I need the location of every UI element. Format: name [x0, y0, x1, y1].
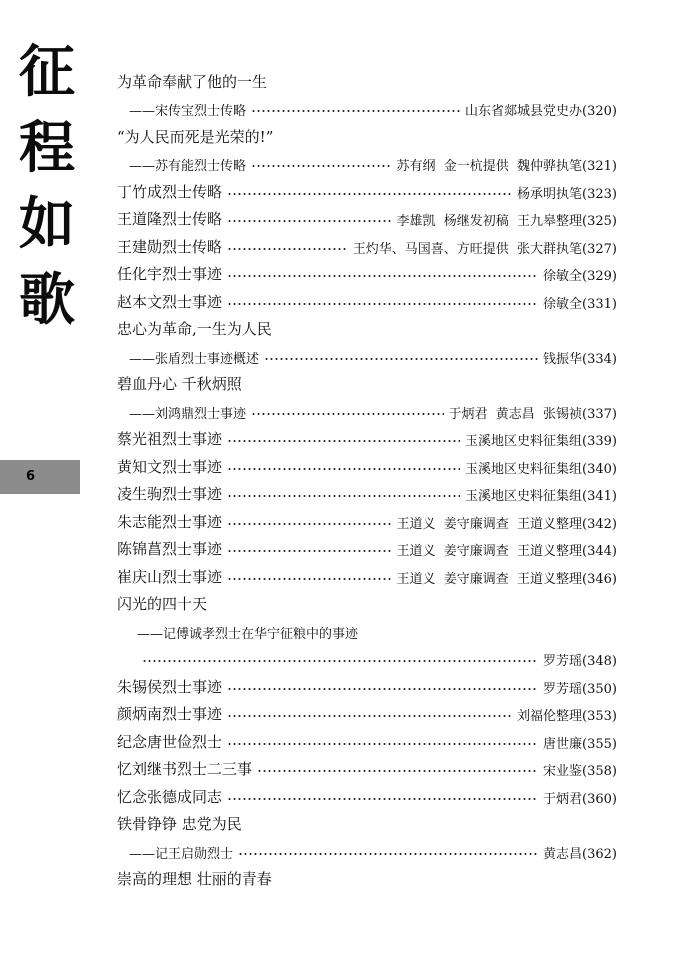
table-of-contents [117, 64, 617, 889]
toc-entry [117, 669, 617, 697]
entry-page-number: (360) [582, 791, 617, 807]
entry-credit: 罗芳瑶 [543, 654, 583, 669]
entry-title: 赵本文烈士事迹 [117, 292, 223, 311]
entry-title: 崔庆山烈士事迹 [117, 567, 223, 586]
dot-leader [227, 795, 538, 803]
entry-credit: 王灼华、马国喜、方旺提供 张大群执笔 [352, 241, 583, 257]
dot-leader [238, 850, 538, 858]
entry-page-number: (341) [582, 489, 617, 504]
entry-page-number: (342) [582, 516, 617, 532]
entry-page-number: (323) [582, 186, 617, 202]
entry-title: 王道隆烈士传略 [117, 210, 223, 228]
dot-leader [227, 492, 460, 500]
entry-credit: 玉溪地区史料征集组 [465, 489, 583, 504]
section-title-text: 为革命奉献了他的一生 [117, 72, 268, 91]
toc-entry [117, 339, 617, 367]
entry-credit: 王道义 姜守廉调查 王道义整理 [396, 544, 583, 559]
entry-page-number: (344) [582, 544, 617, 559]
entry-page-number: (362) [582, 846, 617, 862]
entry-credit: 于炳君 [543, 791, 583, 807]
entry-title: ——记傅诚孝烈士在华宁征粮中的事迹 [137, 626, 359, 642]
section-title-text: 忠心为革命,一生为人民 [117, 320, 272, 338]
entry-page-number: (320) [582, 104, 617, 119]
entry-page-number: (321) [582, 159, 617, 174]
dot-leader [227, 712, 512, 720]
section-title-text: 铁骨铮铮 忠党为民 [117, 815, 242, 833]
dot-leader [251, 162, 391, 170]
entry-credit: 苏有纲 金一杭提供 魏仲骅执笔 [396, 159, 583, 174]
toc-entry [117, 229, 617, 257]
entry-page-number: (334) [582, 351, 617, 367]
calligraphy-char: 征 [19, 39, 75, 105]
entry-title: ——苏有能烈士传略 [129, 159, 247, 174]
toc-entry [117, 532, 617, 560]
entry-page-number: (340) [582, 461, 617, 477]
entry-page-number: (329) [582, 269, 617, 284]
entry-credit: 于炳君 黄志昌 张锡祯 [448, 406, 583, 422]
entry-page-number: (339) [582, 434, 617, 449]
entry-credit: 王道义 姜守廉调查 王道义整理 [396, 516, 583, 532]
entry-credit: 玉溪地区史料征集组 [465, 434, 583, 449]
entry-credit: 玉溪地区史料征集组 [465, 461, 583, 477]
entry-title: ——宋传宝烈士传略 [129, 104, 247, 119]
entry-page-number: (346) [582, 571, 617, 587]
entry-page-number: (327) [582, 241, 617, 257]
dot-leader [227, 245, 348, 253]
toc-entry [117, 614, 617, 642]
entry-title: 朱锡侯烈士事迹 [117, 677, 223, 696]
dot-leader [227, 547, 391, 555]
entry-title: ——刘鸿鼎烈士事迹 [129, 406, 247, 422]
entry-title: 凌生驹烈士事迹 [117, 485, 223, 503]
entry-credit: 徐敏全 [543, 296, 583, 312]
toc-entry [117, 752, 617, 780]
calligraphy-char: 程 [19, 115, 75, 181]
toc-entry [117, 504, 617, 532]
toc-section-title [117, 64, 617, 92]
section-title-text: 碧血丹心 千秋炳照 [117, 375, 242, 393]
toc-section-title [117, 587, 617, 615]
entry-title: ——记王启勋烈士 [129, 846, 234, 862]
dot-leader [142, 657, 538, 665]
entry-credit: 宋业鉴 [543, 764, 583, 779]
toc-entry [117, 477, 617, 505]
entry-title: 朱志能烈士事迹 [117, 512, 223, 531]
page-number-tab [0, 460, 80, 494]
entry-page-number: (337) [582, 406, 617, 422]
toc-entry [117, 449, 617, 477]
dot-leader [227, 300, 538, 308]
entry-title: 丁竹成烈士传略 [117, 182, 223, 201]
dot-leader [227, 437, 460, 445]
toc-entry [117, 257, 617, 285]
entry-page-number: (350) [582, 681, 617, 697]
toc-entry [117, 834, 617, 862]
toc-entry [117, 147, 617, 175]
entry-title: 忆念张德成同志 [117, 787, 223, 806]
toc-section-title [117, 119, 617, 147]
entry-page-number: (355) [582, 736, 617, 752]
entry-credit: 刘福伦整理 [517, 709, 583, 724]
dot-leader [227, 685, 538, 693]
entry-title: 黄知文烈士事迹 [117, 457, 223, 476]
toc-entry [117, 724, 617, 752]
toc-entry [117, 284, 617, 312]
entry-page-number: (325) [582, 214, 617, 229]
entry-page-number: (331) [582, 296, 617, 312]
entry-credit: 徐敏全 [543, 269, 583, 284]
toc-entry [117, 394, 617, 422]
dot-leader [251, 410, 443, 418]
dot-leader [257, 767, 538, 775]
toc-entry [117, 559, 617, 587]
entry-title: 王建勋烈士传略 [117, 237, 223, 256]
entry-title: 颜炳南烈士事迹 [117, 705, 223, 723]
entry-credit: 杨承明执笔 [517, 186, 583, 202]
toc-entry [117, 642, 617, 670]
dot-leader [227, 575, 391, 583]
dot-leader [227, 217, 391, 225]
entry-credit: 王道义 姜守廉调查 王道义整理 [396, 571, 583, 587]
entry-title: 忆刘继书烈士二三事 [117, 760, 253, 778]
toc-entry [117, 779, 617, 807]
dot-leader [227, 190, 512, 198]
entry-title: 蔡光祖烈士事迹 [117, 430, 223, 448]
entry-credit: 黄志昌 [543, 846, 583, 862]
toc-section-title [117, 862, 617, 890]
toc-entry [117, 422, 617, 450]
dot-leader [227, 740, 538, 748]
toc-section-title [117, 807, 617, 835]
dot-leader [264, 355, 538, 363]
entry-title: 陈锦菖烈士事迹 [117, 540, 223, 558]
entry-credit: 唐世廉 [543, 736, 583, 752]
toc-entry [117, 202, 617, 230]
calligraphy-char: 歌 [19, 267, 75, 333]
toc-entry [117, 174, 617, 202]
section-title-text: “为人民而死是光荣的!” [117, 127, 274, 146]
entry-page-number: (353) [582, 709, 617, 724]
calligraphy-title [10, 34, 84, 338]
calligraphy-char: 如 [19, 191, 75, 257]
entry-title: 纪念唐世俭烈士 [117, 732, 223, 751]
entry-page-number: (358) [582, 764, 617, 779]
dot-leader [227, 465, 460, 473]
section-title-text: 崇高的理想 壮丽的青春 [117, 870, 272, 888]
dot-leader [251, 107, 460, 115]
page-number: 6 [26, 469, 36, 484]
entry-credit: 李雄凯 杨继发初稿 王九皋整理 [396, 214, 583, 229]
toc-section-title [117, 367, 617, 395]
toc-entry [117, 697, 617, 725]
entry-credit: 钱振华 [543, 351, 583, 367]
entry-credit: 山东省郯城县党史办 [465, 104, 583, 119]
entry-credit: 罗芳瑶 [543, 681, 583, 697]
dot-leader [227, 520, 391, 528]
section-title-text: 闪光的四十天 [117, 595, 208, 613]
toc-entry [117, 92, 617, 120]
dot-leader [227, 272, 538, 280]
entry-title: 任化宇烈士事迹 [117, 265, 223, 283]
entry-page-number: (348) [582, 654, 617, 669]
entry-title: ——张盾烈士事迹概述 [129, 351, 260, 367]
toc-section-title [117, 312, 617, 340]
